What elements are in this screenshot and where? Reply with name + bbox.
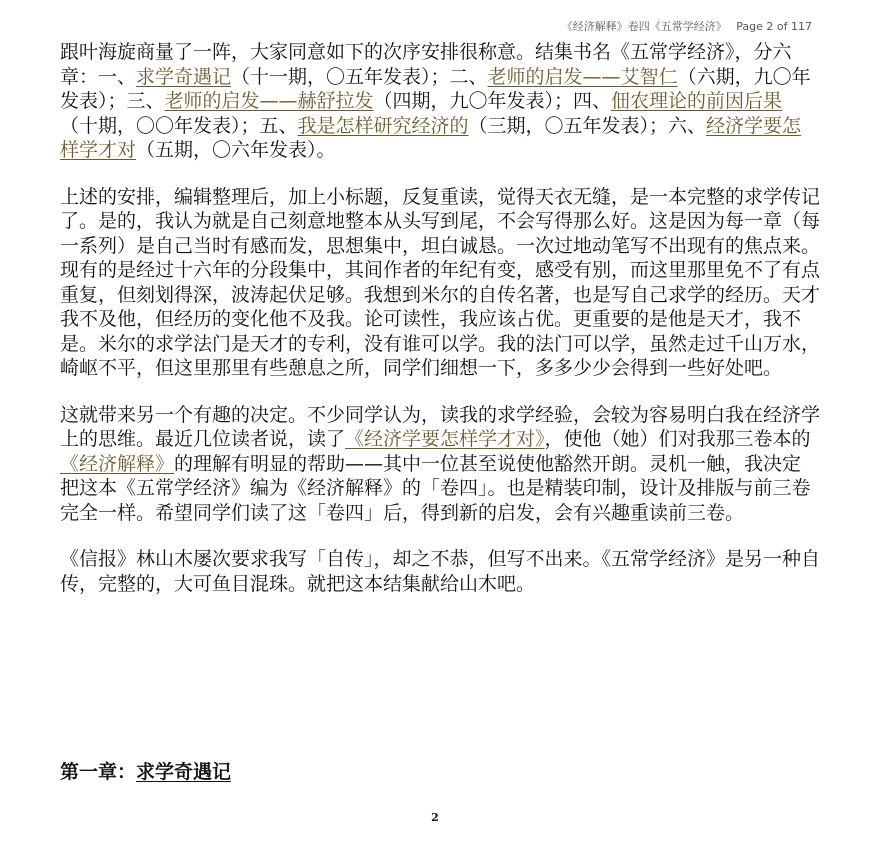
para-text: （三期，〇五年发表）；六、 <box>468 114 707 137</box>
link-economic-explanation[interactable]: 《经济解释》 <box>60 452 175 475</box>
para-text: （五期，〇六年发表）。 <box>136 139 336 161</box>
link-chapter-4[interactable]: 佃农理论的前因后果 <box>611 90 783 112</box>
para-text: （四期，九〇年发表）；四、 <box>373 90 612 112</box>
paragraph-dedication: 《信报》林山木屡次要求我写「自传」，却之不恭，但写不出来。《五常学经济》是另一种自传，完整的，大可鱼目混珠。就把这本结集献给山木吧。 <box>60 548 821 595</box>
chapter-prefix: 第一章： <box>60 761 137 783</box>
link-chapter-3[interactable]: 老师的启发——赫舒拉发 <box>164 90 374 112</box>
running-header <box>562 18 812 34</box>
link-chapter-2-prefix[interactable]: 老师的启发—— <box>487 65 621 88</box>
para-text: 这就带来另一个有趣的决定。不少同学认为，读我的求学经验，会较为容易明白我在经济学上的思维。最近几位读者说，读了 <box>60 403 821 450</box>
page-info: Page 2 of 117 <box>736 20 812 33</box>
running-title: 《经济解释》卷四《五常学经济》 <box>561 20 727 33</box>
chapter-title-link[interactable]: 求学奇遇记 <box>136 761 232 783</box>
paragraph-contents-order <box>60 40 820 163</box>
chapter-heading <box>60 757 231 784</box>
link-chapter-2[interactable]: 艾智仁 <box>620 65 678 88</box>
paragraph-arrangement: 上述的安排，编辑整理后，加上小标题，反复重读，觉得天衣无缝，是一本完整的求学传记了。是的，我认为就是自己刻意地整本从头写到尾，不会写得那么好。这是因为每一章（每一系列）是自己当时有感而发，思想集中，坦白诚恳。一次过地动笔写不出现有的焦点来。现有的是经过十六年的分段集中，其间作者的年纪有变，感受有别，而这里那里免不了有点重复，但刻划得深，波涛起伏足够。我想到米尔的自传名著，也是写自己求学的经历。天才我不及他，但经历的变化他不及我。论可读性，我应该占优。更重要的是他是天才，我不是。米尔的求学法门是天才的专利，没有谁可以学。我的法门可以学，虽然走过千山万水，崎岖不平，但这里那里有些憩息之所，同学们细想一下，多多少少会得到一些好处吧。 <box>60 185 821 379</box>
para-text: （十一期，〇五年发表）；二、 <box>231 65 488 88</box>
para-text: 的理解有明显的帮助——其中一位甚至说使他豁然开朗。灵机一触，我决定把这本《五常学经济》编为《经济解释》的「卷四」。也是精装印制，设计及排版与前三卷完全一样。希望同学们读了这「卷四」后，得到新的启发，会有兴趣重读前三卷。 <box>60 452 811 524</box>
para-text: ，使他（她）们对我那三卷本的 <box>544 428 811 450</box>
link-chapter-5[interactable]: 我是怎样研究经济的 <box>297 114 469 137</box>
para-text: 跟叶海旋商量了一阵，大家同意如下的次序安排很称意。结集书名《五常学经济》，分六章：一、 <box>60 41 792 88</box>
para-text: （六期，九〇年发表）；三、 <box>60 65 811 112</box>
link-economics-how-to-learn[interactable]: 《经济学要怎样学才对》 <box>345 428 545 450</box>
page-number: 2 <box>431 811 439 824</box>
link-chapter-6[interactable]: 经济学要怎样学才对 <box>60 114 802 161</box>
para-text: （十期，〇〇年发表）；五、 <box>60 114 298 137</box>
link-chapter-1[interactable]: 求学奇遇记 <box>136 65 232 88</box>
paragraph-decision <box>60 403 820 526</box>
document-body <box>60 40 820 618</box>
